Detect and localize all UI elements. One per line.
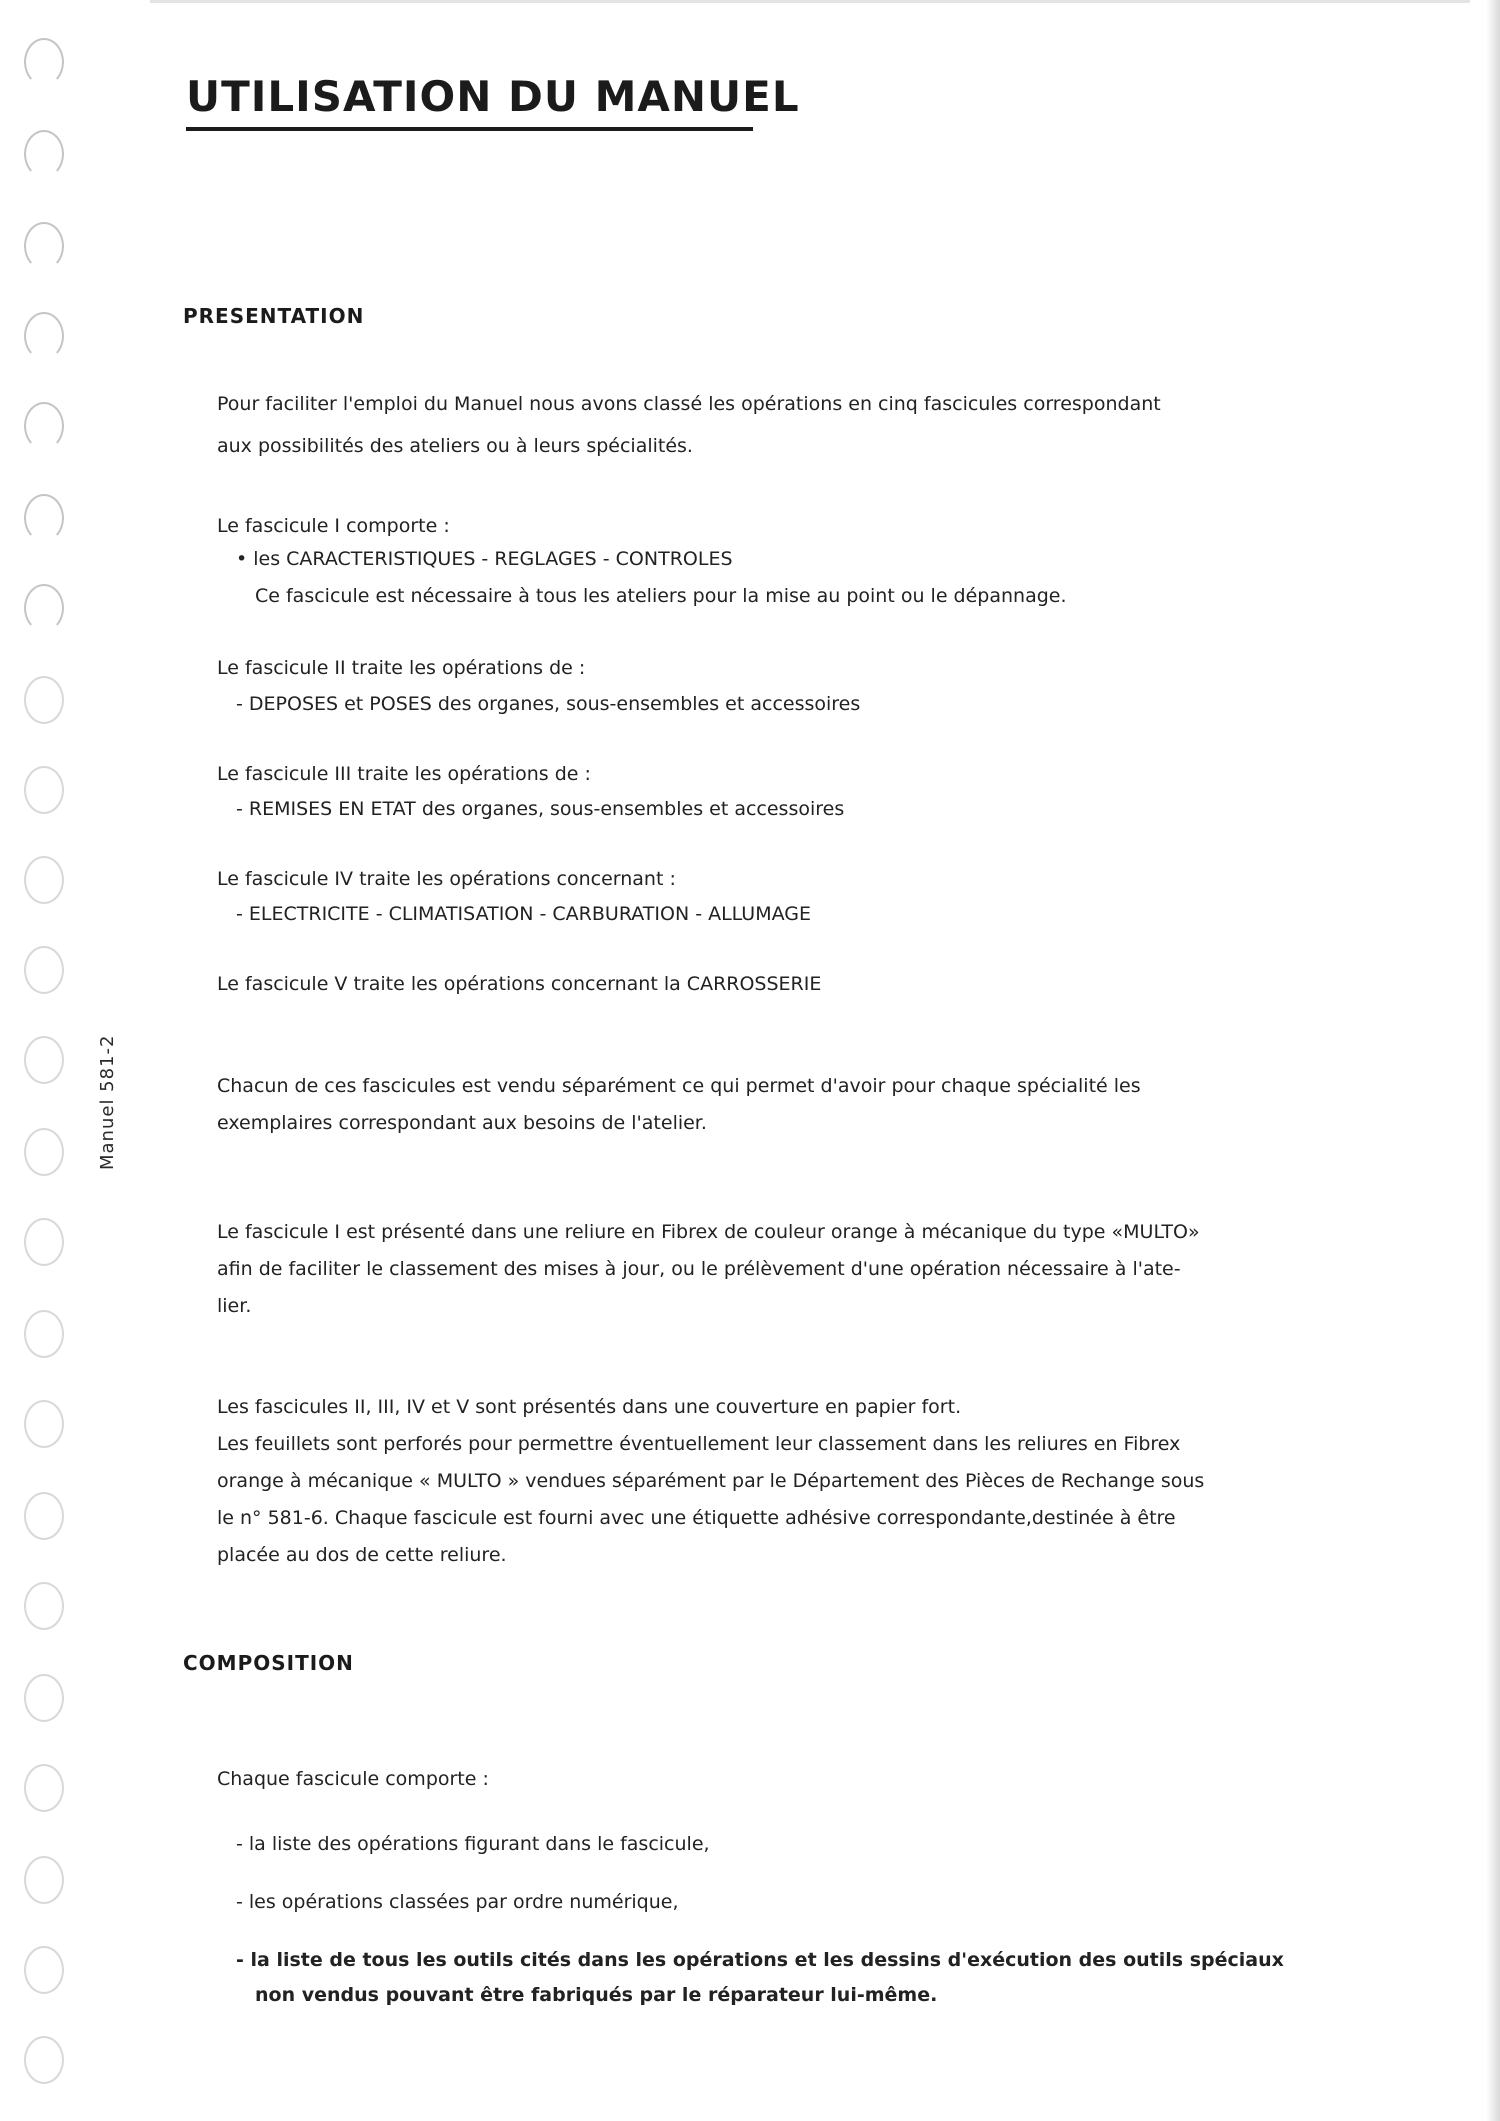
page-title: UTILISATION DU MANUEL (186, 72, 800, 121)
fascicule-1-line: Le fascicule I comporte : (217, 515, 450, 537)
punch-hole (24, 2036, 64, 2084)
title-underline (186, 127, 753, 131)
fascicule-2-line: Le fascicule II traite les opérations de : (217, 657, 586, 679)
fascicule-1-item: • les CARACTERISTIQUES - REGLAGES - CONTROLES (236, 548, 733, 570)
paragraph-line: le n° 581-6. Chaque fascicule est fourni avec une étiquette adhésive correspondante,destinée à être (217, 1507, 1176, 1529)
punch-hole (24, 1856, 64, 1904)
fascicule-4-line: Le fascicule IV traite les opérations concernant : (217, 868, 676, 890)
punch-hole (24, 1674, 64, 1722)
composition-item: - la liste des opérations figurant dans le fascicule, (236, 1833, 710, 1855)
punch-hole (24, 1946, 64, 1994)
section-heading-presentation: PRESENTATION (183, 304, 365, 328)
punch-hole (24, 312, 64, 360)
punch-hole (24, 130, 64, 178)
fascicule-1-note: Ce fascicule est nécessaire à tous les ateliers pour la mise au point ou le dépannage. (255, 585, 1067, 607)
punch-hole (24, 1310, 64, 1358)
fascicule-3-line: Le fascicule III traite les opérations de : (217, 763, 591, 785)
punch-hole (24, 676, 64, 724)
composition-item: - les opérations classées par ordre numérique, (236, 1891, 679, 1913)
paragraph-line: afin de faciliter le classement des mises à jour, ou le prélèvement d'une opération nécessaire à l'ate- (217, 1258, 1181, 1280)
composition-item-continuation: non vendus pouvant être fabriqués par le réparateur lui-même. (255, 1984, 938, 2006)
punch-hole (24, 946, 64, 994)
punch-hole (24, 402, 64, 450)
paragraph-line: Chacun de ces fascicules est vendu séparément ce qui permet d'avoir pour chaque spécialité les (217, 1075, 1141, 1097)
paragraph-line: exemplaires correspondant aux besoins de l'atelier. (217, 1112, 707, 1134)
fascicule-4-item: - ELECTRICITE - CLIMATISATION - CARBURATION - ALLUMAGE (236, 903, 812, 925)
punch-hole (24, 1400, 64, 1448)
paragraph-line: Les fascicules II, III, IV et V sont présentés dans une couverture en papier fort. (217, 1396, 962, 1418)
punch-hole (24, 856, 64, 904)
composition-item: - la liste de tous les outils cités dans les opérations et les dessins d'exécution des outils spéciaux (236, 1949, 1284, 1971)
punch-hole (24, 1582, 64, 1630)
paragraph-line: Pour faciliter l'emploi du Manuel nous avons classé les opérations en cinq fascicules correspondant (217, 393, 1161, 415)
paragraph-line: aux possibilités des ateliers ou à leurs spécialités. (217, 435, 693, 457)
punch-hole (24, 1036, 64, 1084)
punch-hole (24, 1218, 64, 1266)
paragraph-line: orange à mécanique « MULTO » vendues séparément par le Département des Pièces de Rechange sous (217, 1470, 1205, 1492)
punch-hole (24, 766, 64, 814)
section-heading-composition: COMPOSITION (183, 1651, 354, 1675)
fascicule-5-line: Le fascicule V traite les opérations concernant la CARROSSERIE (217, 973, 822, 995)
paragraph-line: lier. (217, 1295, 252, 1317)
page-top-edge (150, 0, 1470, 3)
manual-reference-label: Manuel 581-2 (97, 1034, 118, 1170)
composition-intro: Chaque fascicule comporte : (217, 1768, 489, 1790)
page-right-edge-shadow (1486, 0, 1500, 2121)
punch-hole (24, 1492, 64, 1540)
paragraph-line: Les feuillets sont perforés pour permettre éventuellement leur classement dans les reliures en Fibrex (217, 1433, 1181, 1455)
binder-punch-holes (0, 0, 80, 2121)
paragraph-line: Le fascicule I est présenté dans une reliure en Fibrex de couleur orange à mécanique du type «MULTO» (217, 1221, 1200, 1243)
punch-hole (24, 222, 64, 270)
fascicule-2-item: - DEPOSES et POSES des organes, sous-ensembles et accessoires (236, 693, 861, 715)
punch-hole (24, 1764, 64, 1812)
fascicule-3-item: - REMISES EN ETAT des organes, sous-ensembles et accessoires (236, 798, 845, 820)
punch-hole (24, 584, 64, 632)
punch-hole (24, 1128, 64, 1176)
punch-hole (24, 494, 64, 542)
paragraph-line: placée au dos de cette reliure. (217, 1544, 507, 1566)
punch-hole (24, 38, 64, 86)
